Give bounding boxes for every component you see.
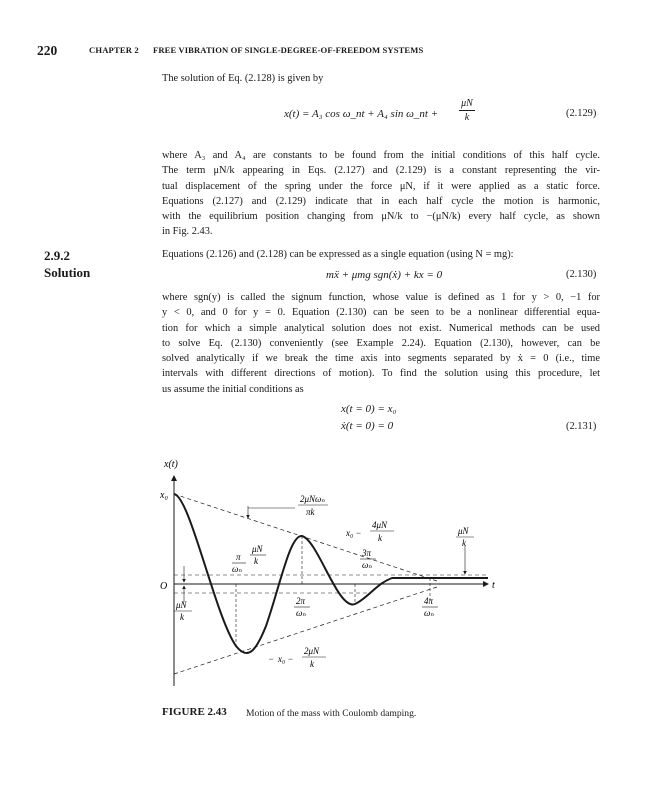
paragraph-2-line: in Fig. 2.43. (162, 226, 213, 238)
figure-coulomb-damping (140, 456, 510, 696)
paragraph-4 (162, 290, 600, 397)
equation-2131-number: (2.131) (566, 421, 597, 432)
figure-caption-text: Motion of the mass with Coulomb damping. (246, 708, 417, 719)
equation-2129-fraction (459, 98, 475, 123)
equation-2131-line-1: x(t = 0) = x₀ (341, 403, 397, 415)
paragraph-2-line: Equations (2.127) and (2.129) indicate that in each half cycle the motion is harmonic, (162, 195, 600, 207)
label-muN-num-left: μN (176, 600, 187, 610)
paragraph-4-line: tion for which a simple analytical solution does not exist. Numerical methods can be used (162, 322, 600, 334)
label-x0-4muN-prefix: x₀ − (346, 528, 362, 538)
paragraph-2-line: where A₃ and A₄ are constants to be found from the initial conditions of this half cycle. (162, 150, 600, 161)
section-title: Solution (44, 265, 91, 280)
label-2muNwn-den: πk (306, 507, 315, 517)
label-2muN-num: 2μN (304, 646, 320, 656)
equation-2130: mẍ + μmg sgn(ẋ) + kx = 0 (326, 269, 443, 281)
equation-2129-number: (2.129) (566, 108, 597, 119)
fraction-bar (459, 110, 475, 111)
label-pi-num: π (236, 552, 241, 562)
page-number: 220 (37, 43, 58, 58)
x-axis-label: t (492, 580, 495, 591)
label-3pi-num: 3π (362, 548, 372, 558)
paragraph-2-line: with the equilibrium position changing from μN/k to −(μN/k) every half cycle, as shown (162, 211, 600, 223)
label-muN-num-mid: μN (252, 544, 263, 554)
paragraph-4-line: where sgn(y) is called the signum function, whose value is defined as 1 for y > 0, −1 for (162, 292, 600, 303)
equation-2129-numerator: μN (461, 98, 473, 109)
label-4pi-den: ωₙ (424, 608, 435, 618)
label-2muNwn-num: 2μNωₙ (300, 494, 326, 504)
x0-label: x₀ (160, 490, 168, 501)
y-axis-label: x(t) (164, 459, 178, 470)
origin-label: O (160, 581, 168, 592)
label-muN-num-right: μN (458, 526, 469, 536)
paragraph-2-line: tual displacement of the spring under the force μN, if it were applied as a static force. (162, 180, 600, 192)
label-4pi-num: 4π (424, 596, 434, 606)
label-x0-2muN-prefix: x₀ − (278, 654, 294, 664)
chapter-label: CHAPTER 2 (89, 45, 139, 55)
equation-2129-denominator: k (464, 112, 470, 123)
paragraph-2 (162, 148, 600, 240)
lower-envelope (174, 586, 440, 674)
paragraph-4-line: y < 0, and 0 for y = 0. Equation (2.130) can be seen to be a nonlinear differential equa- (162, 307, 600, 319)
label-2pi-den: ωₙ (296, 608, 307, 618)
paragraph-4-line: us assume the initial conditions as (162, 383, 304, 395)
section-number: 2.9.2 (44, 248, 70, 263)
label-4muN-den: k (378, 533, 382, 543)
paragraph-4-line: solved analytically if we break the time axis into segments separated by ẋ = 0 (i.e., time (162, 353, 600, 365)
paragraph-2-line: The term μN/k appearing in Eqs. (2.127) and (2.129) is a constant representing the vir- (162, 165, 600, 177)
equation-2130-number: (2.130) (566, 269, 597, 280)
paragraph-4-line: to solve Eq. (2.130) conveniently (see Example 2.24). Equation (2.130), however, can be (162, 337, 600, 349)
figure-caption-label: FIGURE 2.43 (162, 706, 227, 718)
label-muN-den-mid: k (254, 556, 258, 566)
running-title: FREE VIBRATION OF SINGLE-DEGREE-OF-FREEDOM SYSTEMS (153, 45, 424, 55)
label-muN-den-right: k (462, 538, 466, 548)
response-curve (174, 494, 488, 653)
label-neg-prefix: − (268, 654, 275, 664)
label-2muN-den: k (310, 659, 314, 669)
label-muN-den-left: k (180, 612, 184, 622)
label-3pi-den: ωₙ (362, 560, 373, 570)
paragraph-3: Equations (2.126) and (2.128) can be expressed as a single equation (using N = mg): (162, 249, 514, 260)
paragraph-4-line: intervals with different directions of motion). To find the solution using this procedure, let (162, 368, 600, 380)
label-4muN-num: 4μN (372, 520, 388, 530)
equation-2129: x(t) = A₃ cos ω_nt + A₄ sin ω_nt + (284, 108, 439, 120)
label-pi-den: ωₙ (232, 564, 243, 574)
label-2pi-num: 2π (296, 596, 306, 606)
intro-text: The solution of Eq. (2.128) is given by (162, 73, 324, 84)
equation-2131-line-2: ẋ(t = 0) = 0 (341, 420, 394, 432)
